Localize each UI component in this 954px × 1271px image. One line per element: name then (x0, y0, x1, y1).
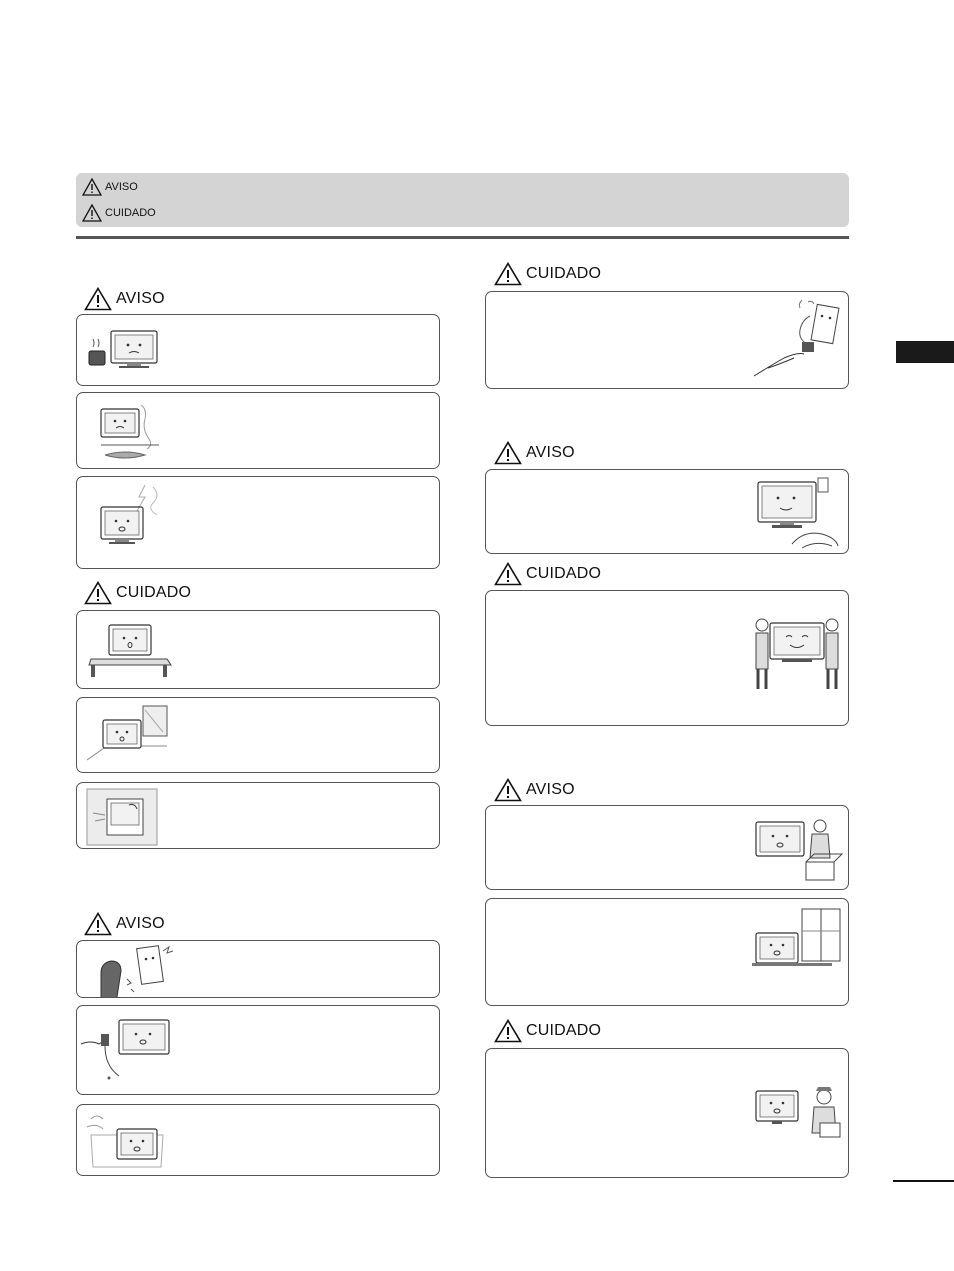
tv-smoke-illustration (83, 1109, 173, 1173)
two-people-carry-tv-illustration (752, 609, 842, 693)
tv-stand-illustration (87, 617, 173, 683)
section-heading-warning (84, 912, 165, 936)
section-heading-warning (494, 441, 575, 465)
tv-water-illustration (87, 401, 169, 465)
warning-triangle-icon (494, 562, 522, 586)
safety-box (76, 314, 440, 386)
wet-hand-plug-illustration (87, 943, 173, 997)
tv-packing-illustration (750, 814, 844, 886)
safety-box (76, 610, 440, 689)
safety-box (485, 291, 849, 389)
section-heading-warning (84, 287, 165, 311)
warning-triangle-icon (82, 178, 102, 196)
heading-label: AVISO (116, 290, 165, 307)
safety-box (485, 898, 849, 1006)
page-number-rule (893, 1180, 954, 1182)
section-heading-warning (494, 778, 575, 802)
safety-box (76, 697, 440, 773)
warning-triangle-icon (84, 287, 112, 311)
divider-rule (76, 236, 849, 239)
heading-label: AVISO (526, 444, 575, 461)
section-heading-caution (494, 262, 601, 286)
legend-caution (82, 204, 156, 222)
tv-technician-illustration (750, 1079, 844, 1145)
legend-caution-label: CUIDADO (105, 207, 156, 219)
warning-triangle-icon (494, 262, 522, 286)
safety-box (485, 469, 849, 554)
warning-triangle-icon (494, 441, 522, 465)
safety-box (76, 782, 440, 849)
safety-box (485, 805, 849, 890)
legend-warning-label: AVISO (105, 181, 138, 193)
safety-box (76, 476, 440, 569)
section-heading-caution (494, 562, 601, 586)
heading-label: CUIDADO (526, 565, 602, 582)
warning-triangle-icon (82, 204, 102, 222)
heading-label: CUIDADO (526, 1022, 602, 1039)
warning-triangle-icon (494, 778, 522, 802)
safety-box (485, 1048, 849, 1178)
safety-box (76, 940, 440, 998)
heading-label: CUIDADO (116, 584, 192, 601)
pull-plug-illustration (748, 298, 842, 384)
warning-triangle-icon (494, 1019, 522, 1043)
tv-window-illustration (750, 907, 844, 973)
tv-heater-illustration (87, 325, 169, 377)
safety-box (485, 590, 849, 726)
tv-wall-illustration (87, 702, 169, 768)
section-heading-caution (494, 1019, 601, 1043)
section-heading-caution (84, 581, 191, 605)
legend-warning (82, 178, 138, 196)
heading-label: AVISO (116, 915, 165, 932)
warning-triangle-icon (84, 581, 112, 605)
safety-box (76, 392, 440, 469)
safety-box (76, 1005, 440, 1095)
heading-label: AVISO (526, 781, 575, 798)
unplug-cord-illustration (79, 1014, 179, 1088)
tv-lightning-illustration (87, 483, 169, 563)
safety-box (76, 1104, 440, 1176)
legend-bar (76, 173, 849, 227)
chapter-tab (896, 341, 954, 363)
heading-label: CUIDADO (526, 265, 602, 282)
tv-recessed-illustration (85, 787, 161, 847)
tv-cables-illustration (752, 474, 844, 552)
warning-triangle-icon (84, 912, 112, 936)
